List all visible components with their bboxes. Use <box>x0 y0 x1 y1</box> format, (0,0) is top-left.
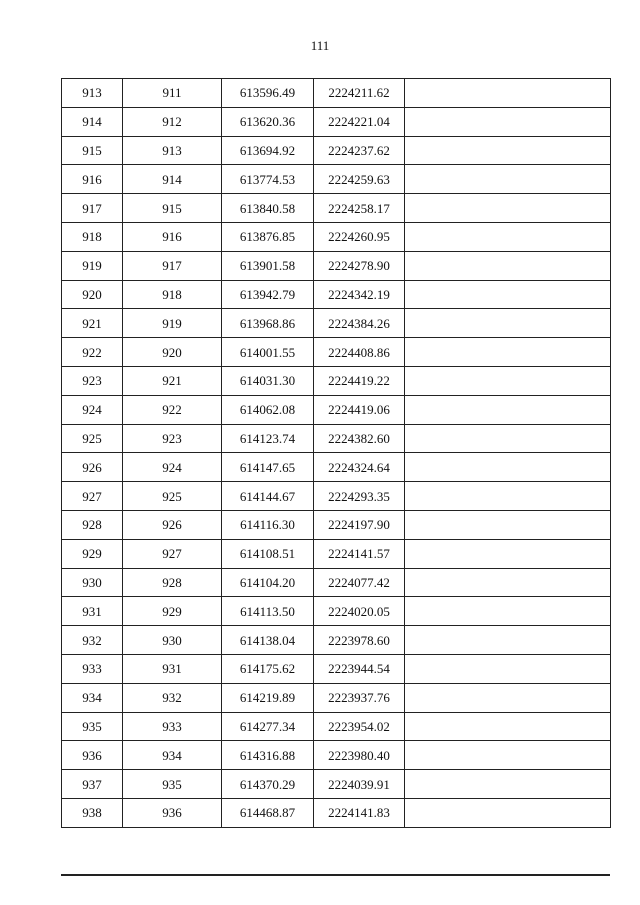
y-coordinate-cell: 2223954.02 <box>314 712 405 741</box>
point-number-cell: 930 <box>123 626 222 655</box>
x-coordinate-cell: 614116.30 <box>222 510 314 539</box>
row-number-cell: 938 <box>62 798 123 827</box>
note-cell <box>405 626 611 655</box>
point-number-cell: 921 <box>123 366 222 395</box>
row-number-cell: 930 <box>62 568 123 597</box>
note-cell <box>405 395 611 424</box>
x-coordinate-cell: 613596.49 <box>222 79 314 108</box>
table-row <box>62 482 611 511</box>
x-coordinate-cell: 614108.51 <box>222 539 314 568</box>
table-row <box>62 510 611 539</box>
note-cell <box>405 280 611 309</box>
y-coordinate-cell: 2224419.06 <box>314 395 405 424</box>
note-cell <box>405 453 611 482</box>
footer-rule <box>61 874 610 876</box>
x-coordinate-cell: 613901.58 <box>222 251 314 280</box>
y-coordinate-cell: 2224259.63 <box>314 165 405 194</box>
point-number-cell: 928 <box>123 568 222 597</box>
table-row <box>62 798 611 827</box>
table-row <box>62 165 611 194</box>
note-cell <box>405 338 611 367</box>
row-number-cell: 933 <box>62 654 123 683</box>
point-number-cell: 912 <box>123 107 222 136</box>
x-coordinate-cell: 614277.34 <box>222 712 314 741</box>
point-number-cell: 936 <box>123 798 222 827</box>
table-row <box>62 222 611 251</box>
row-number-cell: 929 <box>62 539 123 568</box>
row-number-cell: 931 <box>62 597 123 626</box>
point-number-cell: 920 <box>123 338 222 367</box>
table-row <box>62 424 611 453</box>
point-number-cell: 935 <box>123 770 222 799</box>
note-cell <box>405 251 611 280</box>
y-coordinate-cell: 2223937.76 <box>314 683 405 712</box>
coordinates-table <box>61 78 611 828</box>
y-coordinate-cell: 2224293.35 <box>314 482 405 511</box>
x-coordinate-cell: 614468.87 <box>222 798 314 827</box>
row-number-cell: 924 <box>62 395 123 424</box>
note-cell <box>405 222 611 251</box>
x-coordinate-cell: 613840.58 <box>222 194 314 223</box>
x-coordinate-cell: 614138.04 <box>222 626 314 655</box>
x-coordinate-cell: 614147.65 <box>222 453 314 482</box>
y-coordinate-cell: 2224221.04 <box>314 107 405 136</box>
row-number-cell: 917 <box>62 194 123 223</box>
table-row <box>62 568 611 597</box>
y-coordinate-cell: 2224197.90 <box>314 510 405 539</box>
point-number-cell: 923 <box>123 424 222 453</box>
row-number-cell: 919 <box>62 251 123 280</box>
y-coordinate-cell: 2224384.26 <box>314 309 405 338</box>
point-number-cell: 914 <box>123 165 222 194</box>
table-row <box>62 251 611 280</box>
point-number-cell: 927 <box>123 539 222 568</box>
point-number-cell: 932 <box>123 683 222 712</box>
row-number-cell: 936 <box>62 741 123 770</box>
note-cell <box>405 539 611 568</box>
row-number-cell: 921 <box>62 309 123 338</box>
y-coordinate-cell: 2224382.60 <box>314 424 405 453</box>
row-number-cell: 932 <box>62 626 123 655</box>
table-row <box>62 194 611 223</box>
table-row <box>62 683 611 712</box>
x-coordinate-cell: 614031.30 <box>222 366 314 395</box>
y-coordinate-cell: 2224260.95 <box>314 222 405 251</box>
x-coordinate-cell: 614113.50 <box>222 597 314 626</box>
note-cell <box>405 741 611 770</box>
row-number-cell: 934 <box>62 683 123 712</box>
note-cell <box>405 683 611 712</box>
y-coordinate-cell: 2224342.19 <box>314 280 405 309</box>
y-coordinate-cell: 2224077.42 <box>314 568 405 597</box>
table-row <box>62 453 611 482</box>
x-coordinate-cell: 614370.29 <box>222 770 314 799</box>
table-row <box>62 338 611 367</box>
y-coordinate-cell: 2224039.91 <box>314 770 405 799</box>
row-number-cell: 927 <box>62 482 123 511</box>
point-number-cell: 925 <box>123 482 222 511</box>
table-row <box>62 539 611 568</box>
x-coordinate-cell: 614104.20 <box>222 568 314 597</box>
table-row <box>62 366 611 395</box>
y-coordinate-cell: 2224141.57 <box>314 539 405 568</box>
y-coordinate-cell: 2223980.40 <box>314 741 405 770</box>
page-number: 111 <box>310 38 330 53</box>
table-row <box>62 395 611 424</box>
table-row <box>62 712 611 741</box>
x-coordinate-cell: 613968.86 <box>222 309 314 338</box>
table-row <box>62 741 611 770</box>
y-coordinate-cell: 2224324.64 <box>314 453 405 482</box>
table-row <box>62 597 611 626</box>
y-coordinate-cell: 2223978.60 <box>314 626 405 655</box>
row-number-cell: 916 <box>62 165 123 194</box>
row-number-cell: 914 <box>62 107 123 136</box>
row-number-cell: 923 <box>62 366 123 395</box>
note-cell <box>405 165 611 194</box>
point-number-cell: 924 <box>123 453 222 482</box>
note-cell <box>405 366 611 395</box>
note-cell <box>405 482 611 511</box>
table-row <box>62 79 611 108</box>
point-number-cell: 922 <box>123 395 222 424</box>
point-number-cell: 917 <box>123 251 222 280</box>
point-number-cell: 915 <box>123 194 222 223</box>
table-row <box>62 136 611 165</box>
x-coordinate-cell: 614219.89 <box>222 683 314 712</box>
y-coordinate-cell: 2224020.05 <box>314 597 405 626</box>
table-row <box>62 770 611 799</box>
y-coordinate-cell: 2224211.62 <box>314 79 405 108</box>
x-coordinate-cell: 613694.92 <box>222 136 314 165</box>
row-number-cell: 926 <box>62 453 123 482</box>
row-number-cell: 922 <box>62 338 123 367</box>
x-coordinate-cell: 614123.74 <box>222 424 314 453</box>
table-row <box>62 107 611 136</box>
row-number-cell: 928 <box>62 510 123 539</box>
row-number-cell: 935 <box>62 712 123 741</box>
point-number-cell: 934 <box>123 741 222 770</box>
note-cell <box>405 107 611 136</box>
y-coordinate-cell: 2224419.22 <box>314 366 405 395</box>
note-cell <box>405 712 611 741</box>
x-coordinate-cell: 614001.55 <box>222 338 314 367</box>
note-cell <box>405 798 611 827</box>
x-coordinate-cell: 614316.88 <box>222 741 314 770</box>
point-number-cell: 931 <box>123 654 222 683</box>
y-coordinate-cell: 2224408.86 <box>314 338 405 367</box>
point-number-cell: 926 <box>123 510 222 539</box>
point-number-cell: 919 <box>123 309 222 338</box>
row-number-cell: 915 <box>62 136 123 165</box>
note-cell <box>405 309 611 338</box>
row-number-cell: 925 <box>62 424 123 453</box>
y-coordinate-cell: 2224237.62 <box>314 136 405 165</box>
point-number-cell: 911 <box>123 79 222 108</box>
table-row <box>62 626 611 655</box>
note-cell <box>405 79 611 108</box>
table-row <box>62 309 611 338</box>
y-coordinate-cell: 2224141.83 <box>314 798 405 827</box>
x-coordinate-cell: 613942.79 <box>222 280 314 309</box>
point-number-cell: 929 <box>123 597 222 626</box>
row-number-cell: 918 <box>62 222 123 251</box>
table-row <box>62 280 611 309</box>
x-coordinate-cell: 613620.36 <box>222 107 314 136</box>
note-cell <box>405 194 611 223</box>
x-coordinate-cell: 613774.53 <box>222 165 314 194</box>
coordinates-table-body <box>62 79 611 828</box>
point-number-cell: 916 <box>123 222 222 251</box>
note-cell <box>405 568 611 597</box>
note-cell <box>405 136 611 165</box>
y-coordinate-cell: 2224278.90 <box>314 251 405 280</box>
x-coordinate-cell: 614144.67 <box>222 482 314 511</box>
row-number-cell: 920 <box>62 280 123 309</box>
row-number-cell: 913 <box>62 79 123 108</box>
note-cell <box>405 424 611 453</box>
note-cell <box>405 597 611 626</box>
note-cell <box>405 510 611 539</box>
point-number-cell: 913 <box>123 136 222 165</box>
x-coordinate-cell: 614175.62 <box>222 654 314 683</box>
note-cell <box>405 770 611 799</box>
table-row <box>62 654 611 683</box>
y-coordinate-cell: 2224258.17 <box>314 194 405 223</box>
note-cell <box>405 654 611 683</box>
x-coordinate-cell: 613876.85 <box>222 222 314 251</box>
point-number-cell: 918 <box>123 280 222 309</box>
x-coordinate-cell: 614062.08 <box>222 395 314 424</box>
point-number-cell: 933 <box>123 712 222 741</box>
y-coordinate-cell: 2223944.54 <box>314 654 405 683</box>
row-number-cell: 937 <box>62 770 123 799</box>
